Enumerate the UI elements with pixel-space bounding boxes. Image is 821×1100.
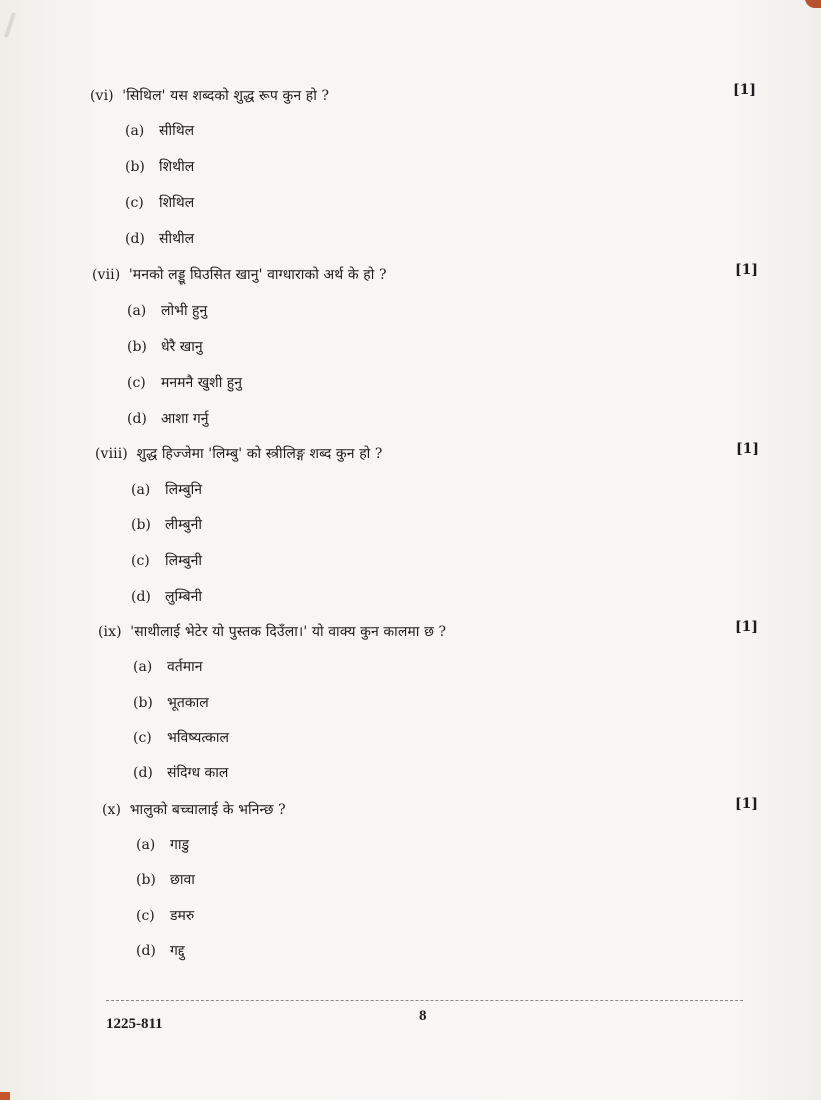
option-a <box>125 121 194 140</box>
option-label: (d) <box>136 943 156 959</box>
option-text: लिम्बुनी <box>165 553 203 569</box>
option-a <box>133 657 203 676</box>
page-corner-stain <box>0 1092 10 1100</box>
option-c <box>127 373 242 392</box>
question-number: (viii) <box>95 446 128 462</box>
option-c <box>131 551 202 570</box>
option-label: (c) <box>125 195 144 211</box>
option-b <box>133 693 209 712</box>
question-text: शुद्ध हिज्जेमा 'लिम्बु' को स्त्रीलिङ्ग शब्द कुन हो ? <box>136 446 383 462</box>
option-text: शिथिल <box>159 195 195 211</box>
option-text: लुम्बिनी <box>165 589 203 605</box>
option-label: (c) <box>127 375 146 391</box>
question-vi <box>90 86 329 105</box>
option-text: शिथील <box>159 159 195 175</box>
option-label: (a) <box>131 482 151 498</box>
option-text: आशा गर्नु <box>161 411 209 427</box>
option-text: वर्तमान <box>167 659 203 675</box>
option-label: (a) <box>125 123 145 139</box>
paper-mark <box>4 12 16 38</box>
option-a <box>131 480 202 499</box>
question-text: 'साथीलाई भेटेर यो पुस्तक दिउँला।' यो वाक्य कुन कालमा छ ? <box>130 624 447 640</box>
page-number: 8 <box>419 1008 427 1024</box>
question-mark: [1] <box>733 82 756 98</box>
option-text: सीथिल <box>159 123 195 139</box>
option-label: (b) <box>125 159 145 175</box>
option-text: डमरु <box>170 908 195 924</box>
question-number: (vii) <box>92 267 121 283</box>
question-text: 'मनको लड्डू घिउसित खानु' वाग्धाराको अर्थ के हो ? <box>128 267 387 283</box>
option-b <box>127 337 203 356</box>
option-b <box>136 870 195 889</box>
option-text: गद्दु <box>170 943 185 959</box>
option-text: गाडु <box>170 837 189 853</box>
option-text: मनमनै खुशी हुनु <box>161 375 242 391</box>
option-text: लीम्बुनी <box>165 517 203 533</box>
option-text: धेरै खानु <box>161 339 203 355</box>
option-a <box>127 301 207 320</box>
option-d <box>125 229 194 248</box>
question-number: (vi) <box>90 88 114 104</box>
question-x <box>102 800 286 819</box>
option-d <box>131 587 202 606</box>
page-corner-stain <box>805 0 821 8</box>
option-text: लिम्बुनि <box>165 482 203 498</box>
option-d <box>127 409 209 428</box>
option-label: (d) <box>125 231 145 247</box>
option-d <box>133 763 228 782</box>
option-text: सीथील <box>159 231 195 247</box>
option-c <box>125 193 194 212</box>
question-mark: [1] <box>736 441 759 457</box>
question-vii <box>92 265 387 284</box>
question-number: (ix) <box>98 624 122 640</box>
option-label: (d) <box>133 765 153 781</box>
option-label: (b) <box>136 872 156 888</box>
option-text: भूतकाल <box>167 695 209 711</box>
option-label: (d) <box>131 589 151 605</box>
option-label: (a) <box>136 837 156 853</box>
option-a <box>136 835 189 854</box>
option-label: (c) <box>131 553 150 569</box>
paper-code: 1225-811 <box>106 1016 163 1032</box>
option-label: (c) <box>133 730 152 746</box>
question-viii <box>95 444 383 463</box>
question-number: (x) <box>102 802 122 818</box>
option-b <box>125 157 194 176</box>
option-c <box>133 728 229 747</box>
option-label: (d) <box>127 411 147 427</box>
question-mark: [1] <box>735 796 758 812</box>
option-text: छावा <box>170 872 195 888</box>
footer-divider <box>106 1000 743 1001</box>
question-mark: [1] <box>735 619 758 635</box>
option-text: भविष्यत्काल <box>167 730 229 746</box>
option-label: (b) <box>131 517 151 533</box>
option-label: (a) <box>127 303 147 319</box>
option-c <box>136 906 194 925</box>
question-ix <box>98 622 446 641</box>
option-d <box>136 941 185 960</box>
option-label: (c) <box>136 908 155 924</box>
option-text: लोभी हुनु <box>161 303 208 319</box>
option-label: (b) <box>127 339 147 355</box>
question-text: 'सिथिल' यस शब्दको शुद्ध रूप कुन हो ? <box>122 88 330 104</box>
option-label: (a) <box>133 659 153 675</box>
question-text: भालुको बच्चालाई के भनिन्छ ? <box>129 802 286 818</box>
question-mark: [1] <box>735 262 758 278</box>
option-text: संदिग्ध काल <box>167 765 229 781</box>
option-b <box>131 515 202 534</box>
option-label: (b) <box>133 695 153 711</box>
